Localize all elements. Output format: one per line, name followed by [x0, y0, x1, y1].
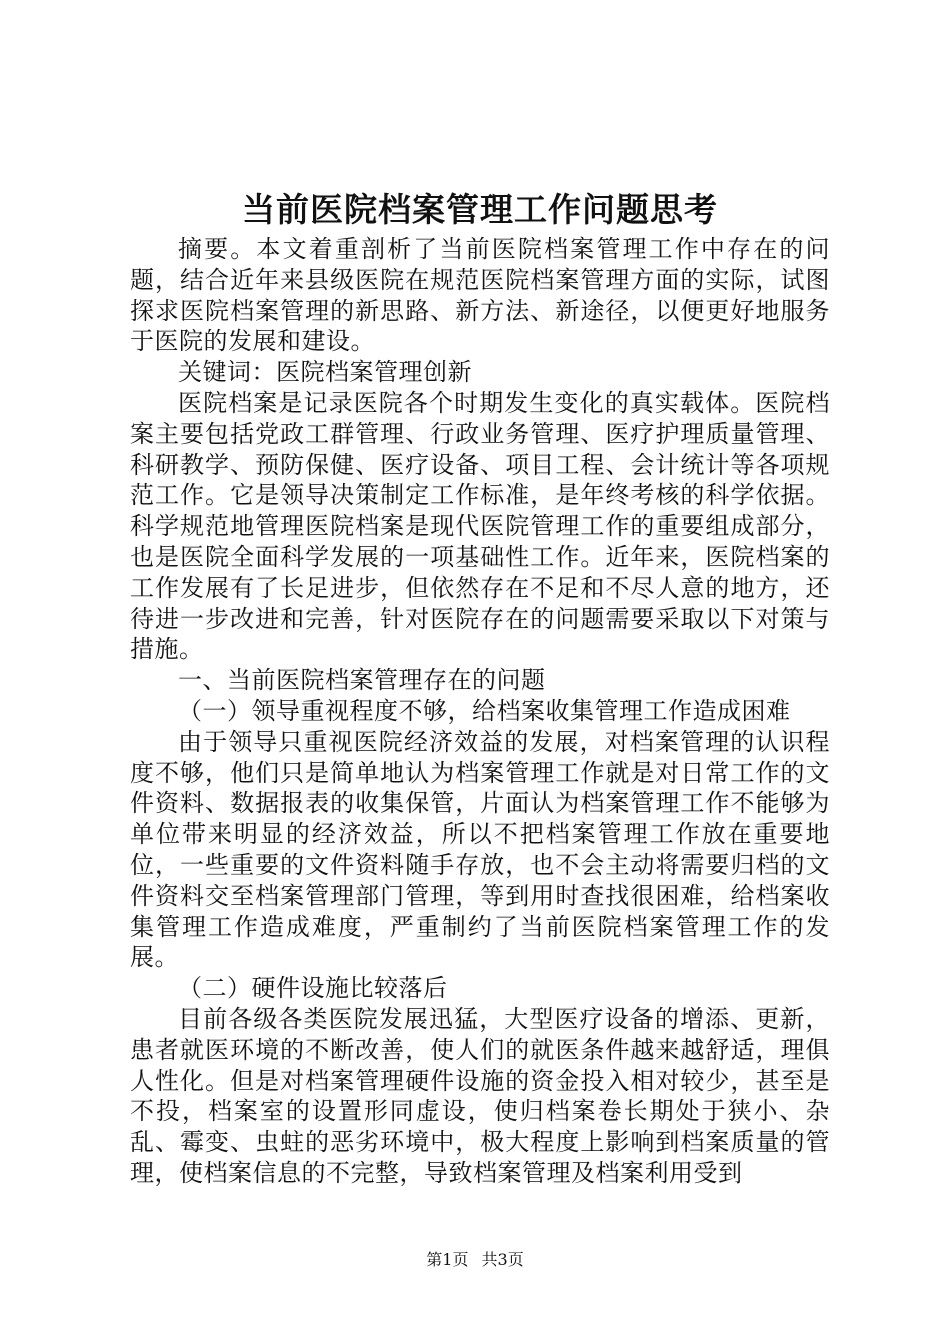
page-number-total: 共3页: [481, 1250, 524, 1269]
page-footer: [0, 1247, 950, 1270]
section-heading-1: 一、当前医院档案管理存在的问题: [178, 666, 546, 695]
subsection-1-paragraph: 由于领导只重视医院经济效益的发展，对档案管理的认识程度不够，他们只是简单地认为档案管理工作就是对日常工作的文件资料、数据报表的收集保管，片面认为档案管理工作不能够为单位带来明显的经济效益，所以不把档案管理工作放在重要地位，一些重要的文件资料随手存放，也不会主动将需要归档的文件资料交至档案管理部门管理，等到用时查找很困难，给档案收集管理工作造成难度，严重制约了当前医院档案管理工作的发展。: [130, 727, 830, 972]
document-body: [130, 234, 830, 1189]
keywords-paragraph: 关键词：医院档案管理创新: [178, 358, 472, 387]
subsection-heading-1: （一）领导重视程度不够，给档案收集管理工作造成困难: [178, 696, 791, 725]
abstract-paragraph: 摘要。本文着重剖析了当前医院档案管理工作中存在的问题，结合近年来县级医院在规范医院档案管理方面的实际，试图探求医院档案管理的新思路、新方法、新途径，以便更好地服务于医院的发展和建设。: [130, 235, 830, 356]
subsection-heading-2: （二）硬件设施比较落后: [178, 974, 448, 1003]
document-title: 当前医院档案管理工作问题思考: [242, 190, 718, 229]
intro-paragraph: 医院档案是记录医院各个时期发生变化的真实载体。医院档案主要包括党政工群管理、行政业务管理、医疗护理质量管理、科研教学、预防保健、医疗设备、项目工程、会计统计等各项规范工作。它是领导决策制定工作标准，是年终考核的科学依据。科学规范地管理医院档案是现代医院管理工作的重要组成部分，也是医院全面科学发展的一项基础性工作。近年来，医院档案的工作发展有了长足进步，但依然存在不足和不尽人意的地方，还待进一步改进和完善，针对医院存在的问题需要采取以下对策与措施。: [130, 388, 830, 664]
subsection-2-paragraph: 目前各级各类医院发展迅猛，大型医疗设备的增添、更新，患者就医环境的不断改善，使人们的就医条件越来越舒适，理俱人性化。但是对档案管理硬件设施的资金投入相对较少，甚至是不投，档案室的设置形同虚设，使归档案卷长期处于狭小、杂乱、霉变、虫蛀的恶劣环境中，极大程度上影响到档案质量的管理，使档案信息的不完整，导致档案管理及档案利用受到: [130, 1004, 830, 1187]
page-number-current: 第1页: [426, 1250, 469, 1269]
